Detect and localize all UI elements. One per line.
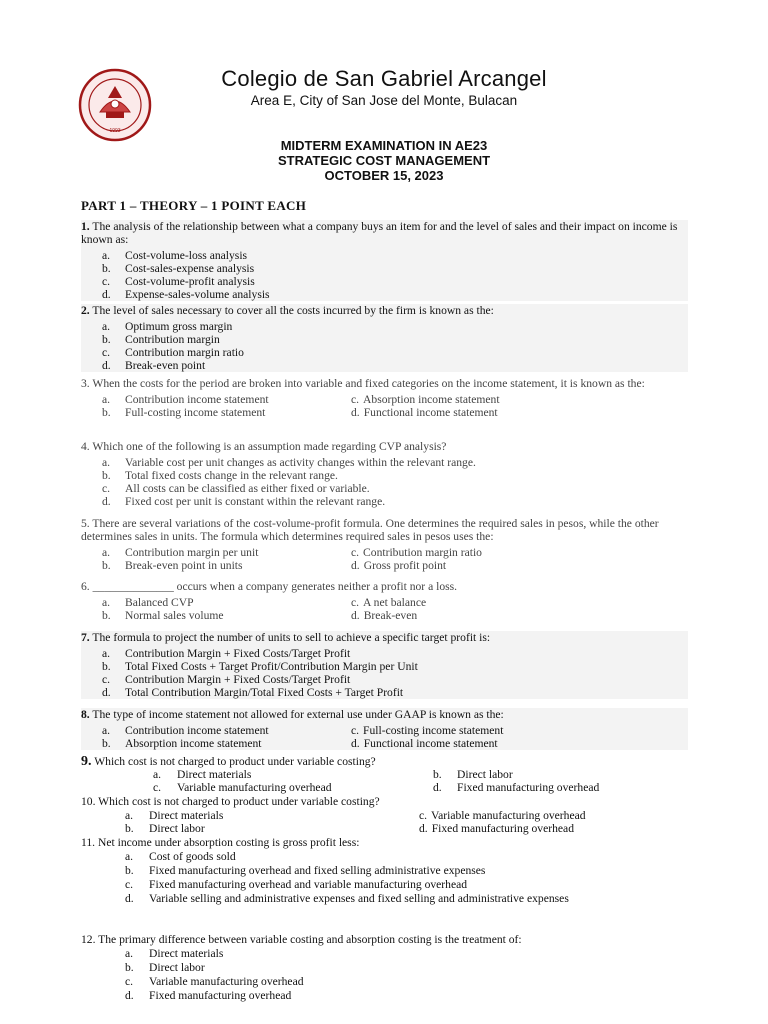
- option[interactable]: c. Variable manufacturing overhead: [125, 975, 304, 988]
- option[interactable]: c. Contribution margin ratio: [102, 346, 244, 359]
- document-header: [0, 0, 768, 134]
- option[interactable]: c. A net balance: [351, 596, 427, 609]
- seal-year: 1993: [109, 128, 121, 134]
- question-text: 3. When the costs for the period are broken into variable and fixed categories on the income statement, it is known as the:: [81, 377, 645, 390]
- option[interactable]: b. Absorption income statement: [102, 737, 262, 750]
- option-grid: [153, 768, 688, 794]
- option[interactable]: c. Full-costing income statement: [351, 724, 504, 737]
- option[interactable]: a. Balanced CVP: [102, 596, 194, 609]
- option-list: [81, 249, 688, 301]
- question-text: 11. Net income under absorption costing is gross profit less:: [81, 836, 360, 849]
- exam-title: MIDTERM EXAMINATION IN AE23: [280, 138, 488, 153]
- option[interactable]: b. Total fixed costs change in the relevant range.: [102, 469, 338, 482]
- exam-title-block: [0, 138, 768, 183]
- option-list: [81, 850, 688, 906]
- option[interactable]: d. Expense-sales-volume analysis: [102, 288, 270, 301]
- option[interactable]: b. Cost-sales-expense analysis: [102, 262, 255, 275]
- question-11: [81, 836, 688, 906]
- question-text: 4. Which one of the following is an assumption made regarding CVP analysis?: [81, 440, 447, 453]
- option[interactable]: a. Contribution income statement: [102, 393, 269, 406]
- option[interactable]: c. Fixed manufacturing overhead and variable manufacturing overhead: [125, 878, 468, 891]
- question-text: 12. The primary difference between variable costing and absorption costing is the treatment of:: [81, 933, 522, 946]
- option[interactable]: a. Cost of goods sold: [125, 850, 236, 863]
- option[interactable]: d. Fixed manufacturing overhead: [125, 989, 292, 1002]
- option[interactable]: b. Direct labor: [433, 768, 513, 781]
- question-7: [81, 631, 688, 699]
- part-title: PART 1 – THEORY – 1 POINT EACH: [81, 198, 307, 213]
- option[interactable]: d. Functional income statement: [351, 737, 498, 750]
- school-address: Area E, City of San Jose del Monte, Bulacan: [250, 93, 518, 108]
- option[interactable]: a. Variable cost per unit changes as activity changes within the relevant range.: [102, 456, 476, 469]
- option[interactable]: a. Direct materials: [125, 809, 224, 822]
- option[interactable]: d. Functional income statement: [351, 406, 498, 419]
- exam-date: OCTOBER 15, 2023: [324, 168, 444, 183]
- option[interactable]: a. Contribution Margin + Fixed Costs/Target Profit: [102, 647, 351, 660]
- exam-subject: STRATEGIC COST MANAGEMENT: [277, 153, 491, 168]
- question-2: [81, 304, 688, 372]
- option-list: [81, 320, 688, 372]
- option[interactable]: c. Contribution Margin + Fixed Costs/Target Profit: [102, 673, 351, 686]
- option[interactable]: c. Contribution margin ratio: [351, 546, 482, 559]
- question-1: [81, 220, 688, 301]
- option-grid: [81, 393, 688, 419]
- option[interactable]: c. Absorption income statement: [351, 393, 500, 406]
- option[interactable]: a. Cost-volume-loss analysis: [102, 249, 248, 262]
- question-text: 8. The type of income statement not allowed for external use under GAAP is known as the:: [81, 708, 504, 721]
- option[interactable]: d. Gross profit point: [351, 559, 447, 572]
- option[interactable]: b. Normal sales volume: [102, 609, 224, 622]
- question-text: 1. The analysis of the relationship between what a company buys an item for and the level of sales and their impact on income is known as:: [81, 220, 678, 246]
- option-list: [81, 647, 688, 699]
- question-5: [81, 517, 688, 572]
- option[interactable]: d. Fixed manufacturing overhead: [419, 822, 574, 835]
- option[interactable]: b. Fixed manufacturing overhead and fixed selling administrative expenses: [125, 864, 486, 877]
- option[interactable]: a. Optimum gross margin: [102, 320, 233, 333]
- question-3: [81, 377, 688, 419]
- option-grid: [81, 546, 688, 572]
- option[interactable]: b. Total Fixed Costs + Target Profit/Contribution Margin per Unit: [102, 660, 418, 673]
- question-text: 2. The level of sales necessary to cover all the costs incurred by the firm is known as the:: [81, 304, 494, 317]
- option[interactable]: a. Contribution margin per unit: [102, 546, 259, 559]
- option[interactable]: c. Cost-volume-profit analysis: [102, 275, 255, 288]
- option[interactable]: b. Direct labor: [125, 822, 205, 835]
- option[interactable]: d. Fixed manufacturing overhead: [433, 781, 600, 794]
- option[interactable]: d. Break-even point: [102, 359, 206, 372]
- option[interactable]: d. Break-even: [351, 609, 418, 622]
- question-9: [81, 755, 688, 794]
- option[interactable]: b. Contribution margin: [102, 333, 220, 346]
- option[interactable]: d. Variable selling and administrative expenses and fixed selling and administrative expenses: [125, 892, 569, 905]
- option[interactable]: c. All costs can be classified as either fixed or variable.: [102, 482, 370, 495]
- school-name: Colegio de San Gabriel Arcangel: [221, 66, 547, 91]
- question-text: 6. ______________ occurs when a company generates neither a profit nor a loss.: [81, 580, 458, 593]
- option-list: [81, 456, 688, 508]
- question-8: [81, 708, 688, 750]
- option[interactable]: b. Break-even point in units: [102, 559, 243, 572]
- option[interactable]: d. Fixed cost per unit is constant within the relevant range.: [102, 495, 386, 508]
- option[interactable]: b. Full-costing income statement: [102, 406, 266, 419]
- option-grid: [81, 596, 688, 622]
- option[interactable]: d. Total Contribution Margin/Total Fixed Costs + Target Profit: [102, 686, 404, 699]
- question-text: 7. The formula to project the number of units to sell to achieve a specific target profit is:: [81, 631, 491, 644]
- option-grid: [81, 724, 688, 750]
- option[interactable]: c. Variable manufacturing overhead: [419, 809, 586, 822]
- option[interactable]: a. Direct materials: [153, 768, 252, 781]
- question-10: [81, 795, 688, 835]
- question-text: 9. Which cost is not charged to product under variable costing?: [81, 754, 376, 769]
- option-grid: [81, 809, 688, 835]
- option-list: [81, 947, 688, 1003]
- option[interactable]: c. Variable manufacturing overhead: [153, 781, 332, 794]
- question-6: [81, 580, 688, 622]
- question-text: 10. Which cost is not charged to product under variable costing?: [81, 795, 380, 808]
- question-text: 5. There are several variations of the cost-volume-profit formula. One determines the required sales in pesos, while the other determines sales in units. The formula which determines required sales in pesos uses the:: [81, 517, 659, 543]
- option[interactable]: b. Direct labor: [125, 961, 205, 974]
- question-12: [81, 933, 688, 1003]
- question-4: [81, 440, 688, 508]
- option[interactable]: a. Direct materials: [125, 947, 224, 960]
- option[interactable]: a. Contribution income statement: [102, 724, 269, 737]
